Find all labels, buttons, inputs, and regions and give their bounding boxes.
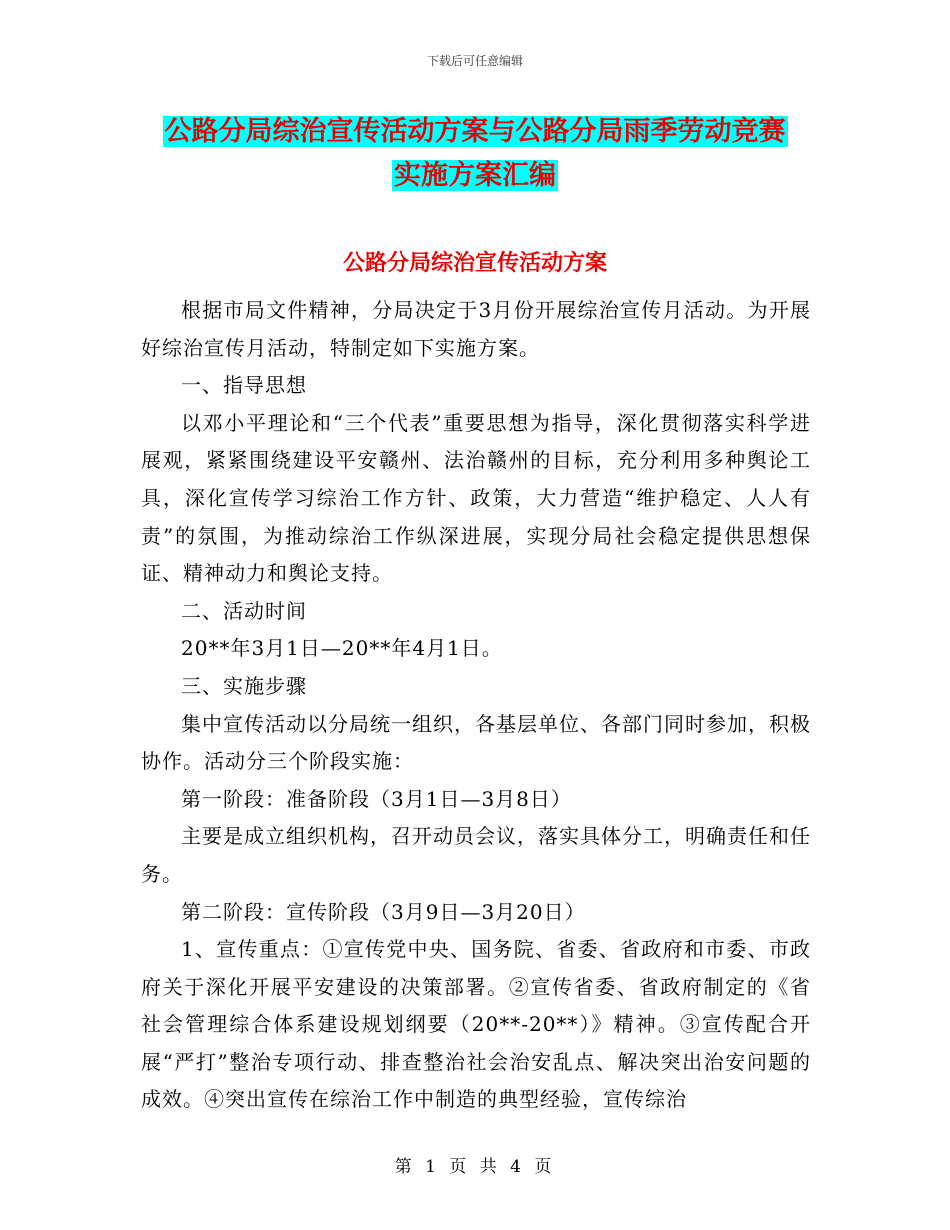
section-title: 公路分局综治宣传活动方案 — [342, 251, 607, 276]
heading-guiding-ideology: 一、指导思想 — [181, 373, 307, 398]
heading-implementation-steps: 三、实施步骤 — [181, 673, 307, 698]
document-title-line-2: 实施方案汇编 — [394, 160, 556, 191]
paragraph-implementation-steps: 集中宣传活动以分局统一组织，各基层单位、各部门同时参加，积极协作。活动分三个阶段实施： — [141, 711, 811, 774]
paragraph-publicity-focus: 1、宣传重点：①宣传党中央、国务院、省委、省政府和市委、市政府关于深化开展平安建设的决策部署。②宣传省委、省政府制定的《省社会管理综合体系建设规划纲要（20**-20**）》精神。③宣传配合开展“严打”整治专项行动、排查整治社会治安乱点、解决突出治安问题的成效。④突出宣传在综治工作中制造的典型经验，宣传综治 — [141, 937, 811, 1112]
document-title-line-1: 公路分局综治宣传活动方案与公路分局雨季劳动竞赛 — [164, 116, 786, 147]
paragraph-stage-one: 主要是成立组织机构，召开动员会议，落实具体分工，明确责任和任务。 — [141, 824, 811, 886]
document-body — [141, 292, 811, 1119]
document-title — [0, 110, 950, 198]
paragraph-guiding-ideology: 以邓小平理论和“三个代表”重要思想为指导，深化贯彻落实科学进展观，紧紧围绕建设平安赣州、法治赣州的目标，充分利用多种舆论工具，深化宣传学习综治工作方针、政策，大力营造“维护稳定、人人有责”的氛围，为推动综治工作纵深进展，实现分局社会稳定提供思想保证、精神动力和舆论支持。 — [141, 410, 811, 586]
paragraph-activity-time: 20**年3月1日—20**年4月1日。 — [181, 636, 503, 661]
heading-stage-one: 第一阶段：准备阶段（3月1日—3月8日） — [181, 786, 572, 811]
page-header-note: 下载后可任意编辑 — [426, 54, 523, 68]
paragraph-intro: 根据市局文件精神，分局决定于3月份开展综治宣传月活动。为开展好综治宣传月活动，特制定如下实施方案。 — [141, 298, 811, 360]
heading-activity-time: 二、活动时间 — [181, 598, 307, 623]
heading-stage-two: 第二阶段：宣传阶段（3月9日—3月20日） — [181, 899, 586, 924]
page-number-footer: 第 1 页 共 4 页 — [394, 1157, 556, 1177]
